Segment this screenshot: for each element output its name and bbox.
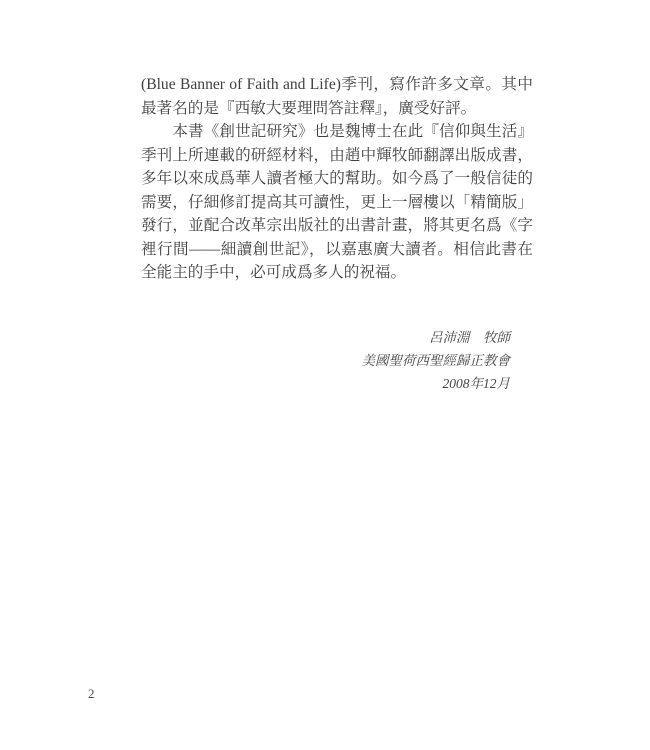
body-line: 裡行間——細讀創世記》，以嘉惠廣大讀者。相信此書在 xyxy=(141,240,533,258)
body-line: 季刊上所連載的研經材料，由趙中輝牧師翻譯出版成書， xyxy=(141,146,533,164)
signature-date: 2008年12月 xyxy=(442,376,510,391)
body-line: 發行，並配合改革宗出版社的出書計畫，將其更名爲《字 xyxy=(141,217,533,234)
body-line: 最著名的是『西敏大要理問答註釋』，廣受好評。 xyxy=(141,99,477,117)
body-line: 多年以來成爲華人讀者極大的幫助。如今爲了一般信徒的 xyxy=(141,170,533,187)
body-text xyxy=(141,73,533,285)
body-line: 全能主的手中，必可成爲多人的祝福。 xyxy=(141,264,407,281)
signature-block xyxy=(362,326,511,395)
body-line: (Blue Banner of Faith and Life)季刊，寫作許多文章。其中 xyxy=(141,76,533,93)
body-line: 本書《創世記研究》也是魏博士在此『信仰與生活』 xyxy=(141,123,533,140)
signature-author: 呂沛淵 牧師 xyxy=(429,330,510,345)
signature-church: 美國聖荷西聖經歸正教會 xyxy=(361,353,510,368)
page-number: 2 xyxy=(88,686,95,701)
body-line: 需要，仔細修訂提高其可讀性，更上一層樓以「精簡版」 xyxy=(141,193,533,211)
